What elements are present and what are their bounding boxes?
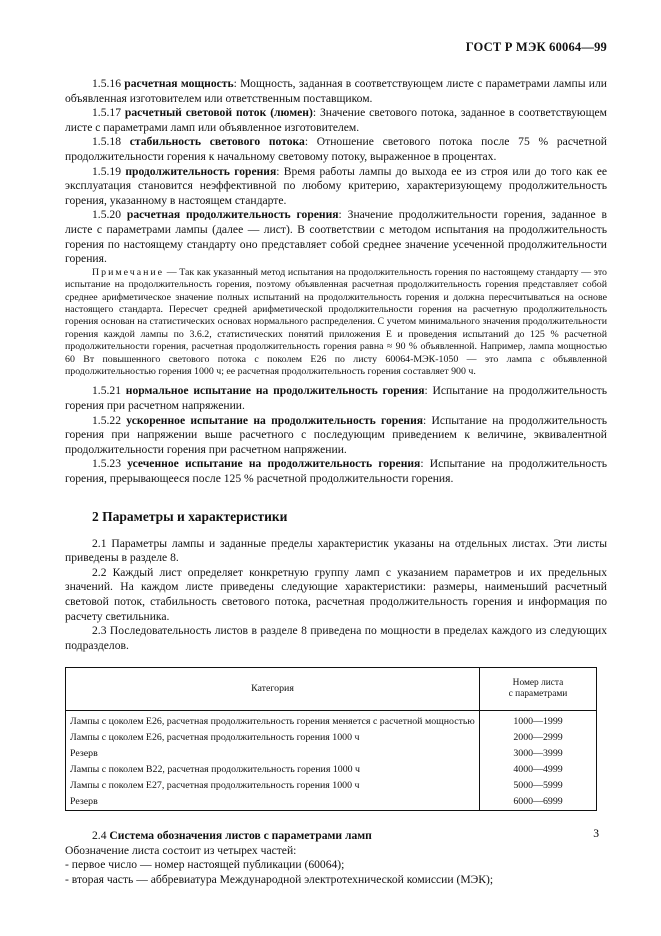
paragraph-2-2: 2.2 Каждый лист определяет конкретную группу ламп с указанием параметров и их предельных значений. На каждом листе приведены следующие характеристики: размеры, наименьший расчетный световой поток, стабильность светового потока, расчетная продолжительность горения и информация по расчету светильника. [65,565,607,623]
definition-1-5-22: 1.5.22 ускоренное испытание на продолжительность горения: Испытание на продолжительность горения при напряжении выше расчетного с последующим приведением к величине, эквивалентной продолжительности горения при расчетном напряжении. [65,413,607,456]
table-row [66,761,597,777]
definition-1-5-21: 1.5.21 нормальное испытание на продолжительность горения: Испытание на продолжительность горения при расчетном напряжении. [65,384,607,412]
section-2-title: 2 Параметры и характеристики [92,508,288,524]
paragraph-2-3: 2.3 Последовательность листов в разделе 8 приведена по мощности в пределах каждого из следующих подразделов. [65,624,607,652]
table-row [66,729,597,745]
paragraph-2-4: 2.4 Система обозначения листов с параметрами ламп [92,829,372,843]
table-header-category: Категория [66,668,480,711]
table-cell-sheet-number: 1000—1999 [480,711,597,730]
sheets-table [65,667,597,811]
table-cell-sheet-number: 5000—5999 [480,777,597,793]
paragraph-2-4-intro: Обозначение листа состоит из четырех частей: [65,843,297,857]
table-cell-category: Лампы с цоколем E26, расчетная продолжительность горения меняется с расчетной мощностью [66,711,480,730]
table-cell-category: Резерв [66,793,480,811]
table-row [66,711,597,730]
table-cell-category: Лампы с поколем B22, расчетная продолжительность горения 1000 ч [66,761,480,777]
list-item: - первое число — номер настоящей публикации (60064); [65,858,345,872]
definition-1-5-20: 1.5.20 расчетная продолжительность горения: Значение продолжительности горения, заданное в листе с параметрами лампы (далее — лист). В соответствии с методом испытания на продолжительность горения по настоящему стандарту оно представляет собой среднее значение усеченной продолжительности горения. [65,208,607,266]
table-row [66,793,597,811]
table-cell-sheet-number: 2000—2999 [480,729,597,745]
definition-1-5-17: 1.5.17 расчетный световой поток (люмен): Значение светового потока, заданное в соответствующем листе с параметрами ламп или объявленное изготовителем. [65,106,608,134]
note-paragraph [65,267,607,379]
definition-1-5-16: 1.5.16 расчетная мощность: Мощность, заданная в соответствующем листе с параметрами лампы или объявленная изготовителем или ответственным поставщиком. [65,77,607,105]
list-item: - вторая часть — аббревиатура Международной электротехнической комиссии (МЭК); [65,873,494,887]
table-cell-sheet-number: 4000—4999 [480,761,597,777]
definitions-block [65,77,607,487]
page-number: 3 [593,827,599,840]
table-row [66,777,597,793]
note-label: Примечание [92,266,165,278]
definition-1-5-23: 1.5.23 усеченное испытание на продолжительность горения: Испытание на продолжительность горения, прерывающееся после 125 % расчетной продолжительности горения. [65,457,607,485]
paragraph-2-1: 2.1 Параметры лампы и заданные пределы характеристик указаны на отдельных листах. Эти листы приведены в разделе 8. [65,536,607,565]
table-cell-sheet-number: 6000—6999 [480,793,597,811]
table-cell-category: Лампы с поколем E27, расчетная продолжительность горения 1000 ч [66,777,480,793]
definition-1-5-19: 1.5.19 продолжительность горения: Время работы лампы до выхода ее из строя или до того как ее эксплуатация становится неэффективной по любому критерию, характеризующему продолжительность горения, указанному в настоящем стандарте. [65,164,608,207]
table-cell-category: Лампы с цоколем E26, расчетная продолжительность горения 1000 ч [66,729,480,745]
table-cell-category: Резерв [66,745,480,761]
table-header-sheet-number: Номер листа с параметрами [480,668,597,711]
note-text: — Так как указанный метод испытания на продолжительность горения по настоящему стандарту — это испытание на продолжительность горения, поэтому объявленная расчетная продолжительность горения представляет собой среднее арифметическое значение полных испытаний на продолжительность горения и должна пересчитываться на основе настоящего стандарта. Пересчет средней арифметической продолжительности горения на расчетную продолжительность горения основан на статистических основах нормального распределения. С учетом минимального значения продолжительности горения каждой лампы по 3.6.2, статистических понятий приложения Е и проведения испытаний до 125 % расчетной продолжительности горения, расчетная продолжительность горения равна ≈ 90 % объявленной. Например, лампа мощностью 60 Вт повышенного светового потока с поколем E26 по листу 60064-МЭК-1050 — это лампа с объявленной продолжительностью горения 1000 ч; ее расчетная продолжительность горения составляет 900 ч. [65,266,607,377]
table-cell-sheet-number: 3000—3999 [480,745,597,761]
document-header: ГОСТ Р МЭК 60064—99 [465,40,607,54]
table-row [66,745,597,761]
definition-1-5-18: 1.5.18 стабильность светового потока: Отношение светового потока после 75 % расчетной продолжительности горения к начальному световому потоку, выраженное в процентах. [65,135,607,163]
